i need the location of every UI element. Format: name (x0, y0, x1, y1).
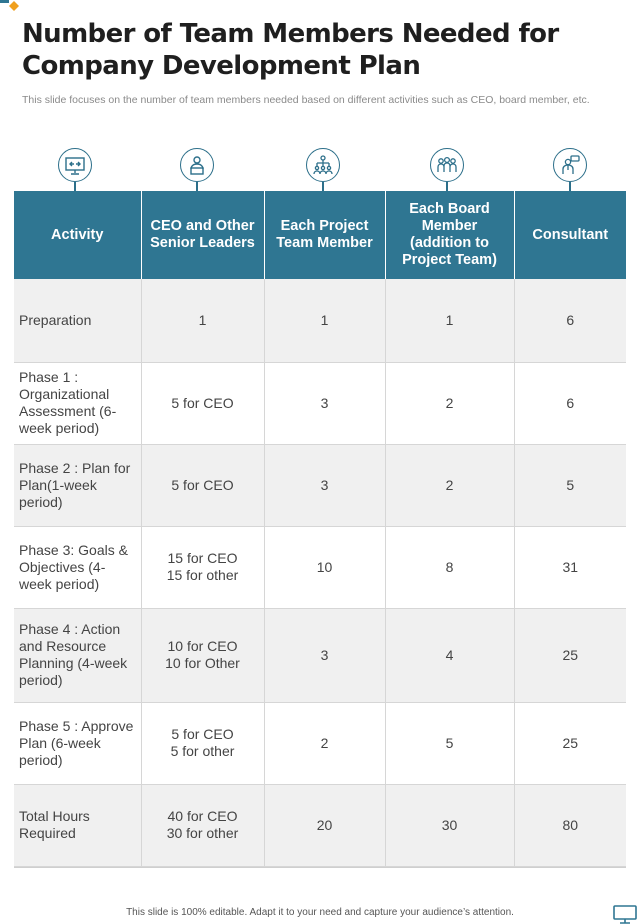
monitor-icon (612, 904, 638, 924)
value-cell: 6 (514, 362, 626, 444)
value-cell: 40 for CEO 30 for other (141, 784, 264, 866)
value-cell: 3 (264, 444, 385, 526)
value-cell: 5 for CEO (141, 362, 264, 444)
value-cell: 2 (385, 444, 514, 526)
value-cell: 25 (514, 702, 626, 784)
header-board-member: Each Board Member (addition to Project Team) (385, 191, 514, 279)
value-cell: 30 (385, 784, 514, 866)
activity-cell: Total Hours Required (14, 784, 141, 866)
value-cell: 2 (264, 702, 385, 784)
icon-stem (569, 182, 571, 191)
value-cell: 5 for CEO 5 for other (141, 702, 264, 784)
presentation-board-icon (58, 148, 92, 182)
header-project-team-member: Each Project Team Member (264, 191, 385, 279)
table-row (14, 608, 626, 702)
value-cell: 80 (514, 784, 626, 866)
value-cell: 15 for CEO 15 for other (141, 526, 264, 608)
footer-note: This slide is 100% editable. Adapt it to your need and capture your audience’s attention. (126, 907, 514, 918)
header-ceo-senior-leaders: CEO and Other Senior Leaders (141, 191, 264, 279)
header-activity: Activity (14, 191, 141, 279)
team-members-table (14, 191, 626, 867)
icon-stem (446, 182, 448, 191)
icon-stem (322, 182, 324, 191)
column-icons-row (14, 146, 626, 190)
icon-stem (74, 182, 76, 191)
value-cell: 1 (264, 279, 385, 362)
table-row (14, 784, 626, 866)
value-cell: 3 (264, 608, 385, 702)
value-cell: 5 (385, 702, 514, 784)
value-cell: 1 (141, 279, 264, 362)
value-cell: 1 (385, 279, 514, 362)
value-cell: 2 (385, 362, 514, 444)
team-hierarchy-icon (306, 148, 340, 182)
icon-stem (196, 182, 198, 191)
board-members-icon (430, 148, 464, 182)
activity-cell: Phase 2 : Plan for Plan(1-week period) (14, 444, 141, 526)
value-cell: 6 (514, 279, 626, 362)
page-subtitle: This slide focuses on the number of team members needed based on different activities such as CEO, board member, etc. (22, 94, 590, 106)
table-header-row (14, 191, 626, 279)
leader-person-icon (180, 148, 214, 182)
value-cell: 25 (514, 608, 626, 702)
table-row (14, 702, 626, 784)
corner-diamond-icon (0, 0, 22, 12)
bottom-divider (14, 867, 626, 868)
value-cell: 3 (264, 362, 385, 444)
activity-cell: Phase 4 : Action and Resource Planning (4-week period) (14, 608, 141, 702)
activity-cell: Phase 5 : Approve Plan (6-week period) (14, 702, 141, 784)
value-cell: 20 (264, 784, 385, 866)
value-cell: 10 (264, 526, 385, 608)
activity-cell: Phase 3: Goals & Objectives (4-week period) (14, 526, 141, 608)
consultant-person-icon (553, 148, 587, 182)
value-cell: 5 (514, 444, 626, 526)
header-consultant: Consultant (514, 191, 626, 279)
value-cell: 8 (385, 526, 514, 608)
value-cell: 31 (514, 526, 626, 608)
table-row (14, 279, 626, 362)
value-cell: 4 (385, 608, 514, 702)
activity-cell: Phase 1 : Organizational Assessment (6-week period) (14, 362, 141, 444)
table-row (14, 444, 626, 526)
value-cell: 5 for CEO (141, 444, 264, 526)
activity-cell: Preparation (14, 279, 141, 362)
table-row (14, 362, 626, 444)
table-body (14, 279, 626, 866)
value-cell: 10 for CEO 10 for Other (141, 608, 264, 702)
table-row (14, 526, 626, 608)
page-title: Number of Team Members Needed for Company Development Plan (22, 19, 559, 81)
